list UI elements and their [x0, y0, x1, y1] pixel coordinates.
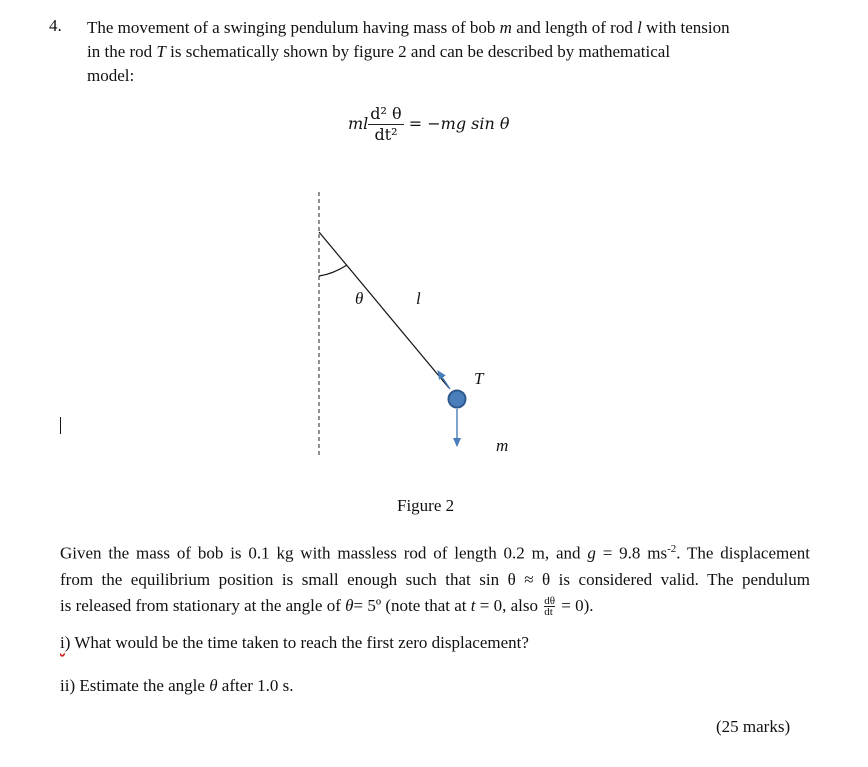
pendulum-bob [449, 391, 466, 408]
part-i: i) What would be the time taken to reach the first zero displacement? [60, 633, 529, 652]
marks-label: (25 marks) [716, 717, 791, 736]
tension-label: T [474, 369, 484, 388]
given-line-1: Given the mass of bob is 0.1 kg with massless rod of length 0.2 m, and g = 9.8 $ms^{-2}$. The displacement [60, 543, 810, 563]
mass-label: m [496, 436, 509, 455]
equation-lhs: ml [348, 114, 369, 133]
given-line-2: from the equilibrium position is small enough such that sin θ ≈ θ is considered valid. The pendulum [60, 569, 810, 589]
equation-fraction: $\frac{\text{d² θ}}{\text{dt²}}$ [370, 104, 402, 144]
intro-line-3: model: [87, 66, 135, 85]
given-line-3: is released from stationary at the angle of θ= 5º (note that at t = 0, also $\frac{d\theta}{dt}$ = 0). [60, 595, 594, 619]
equation-rhs: = −mg sin θ [408, 114, 510, 133]
pendulum-rod [319, 232, 449, 388]
given-paragraph [60, 536, 810, 619]
question-number: 4. [49, 16, 62, 35]
dtheta-dt-fraction: $\frac{d\theta}{dt}$ [544, 595, 556, 619]
angle-arc [319, 265, 347, 276]
part-ii: ii) Estimate the angle θ after 1.0 s. [60, 676, 294, 695]
tension-arrow [438, 371, 450, 389]
spellcheck-mark: i [60, 633, 65, 652]
intro-line-1: The movement of a swinging pendulum having mass of bob m and length of rod l with tension [87, 18, 730, 37]
figure-caption: Figure 2 [397, 496, 455, 515]
length-label: l [416, 289, 421, 308]
theta-label: θ [355, 289, 364, 308]
intro-line-2: in the rod T is schematically shown by figure 2 and can be described by mathematical [87, 42, 671, 61]
